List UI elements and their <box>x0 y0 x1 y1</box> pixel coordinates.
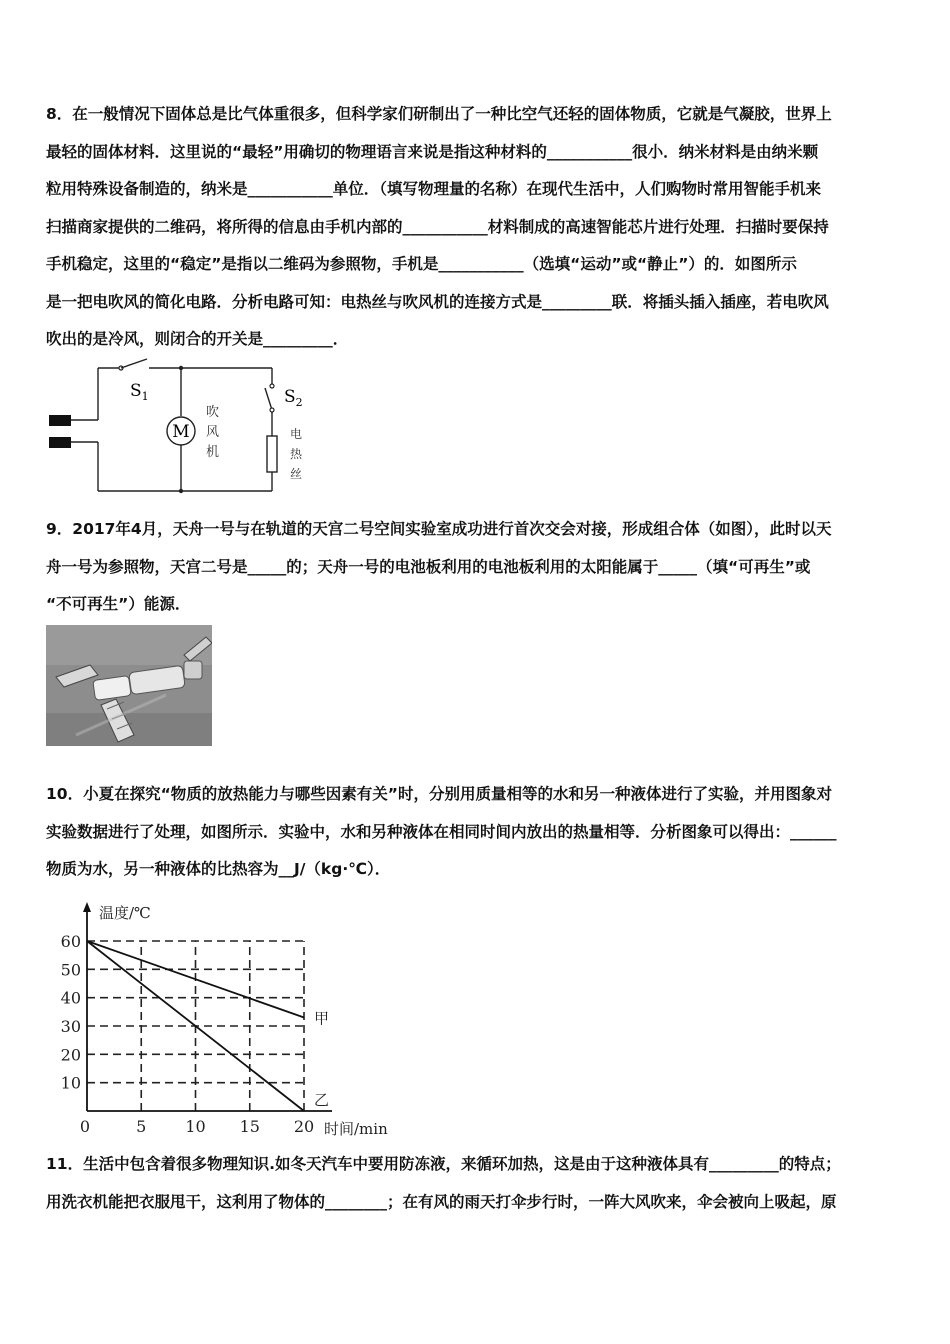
q8-line-7: 吹出的是冷风，则闭合的开关是_________． <box>46 330 349 348</box>
heater-label-3: 丝 <box>290 467 303 481</box>
switch-s1-label: $S_1$ <box>130 381 149 403</box>
y-tick-label-40: 40 <box>60 988 81 1008</box>
motor-letter: M <box>172 422 190 442</box>
x-tick-label-5: 5 <box>136 1117 147 1136</box>
heater-label-1: 电 <box>290 427 303 441</box>
question-10 <box>46 776 904 889</box>
q9-line-2: 舟一号为参照物，天宫二号是_____的；天舟一号的电池板利用的电池板利用的太阳能属于_____（填“可再生”或 <box>46 557 811 576</box>
y-tick-label-60: 60 <box>60 932 81 951</box>
y-tick-label-50: 50 <box>60 960 81 980</box>
q11-line-2: 用洗衣机能把衣服甩干，这利用了物体的________；在有风的雨天打伞步行时，一阵大风吹来，伞会被向上吸起，原 <box>46 1192 837 1211</box>
q8-line-4: 扫描商家提供的二维码，将所得的信息由手机内部的___________材料制成的高速智能芯片进行处理．扫描时要保持 <box>46 217 829 236</box>
q10-line-2: 实验数据进行了处理，如图所示．实验中，水和另种液体在相同时间内放出的热量相等．分析图象可以得出：______ <box>46 822 837 841</box>
spacecraft-docking-photo <box>46 625 212 746</box>
y-tick-label-20: 20 <box>60 1045 81 1065</box>
hair-dryer-circuit-diagram <box>44 358 314 498</box>
plug-prong-top <box>49 415 71 426</box>
switch-s2-pivot <box>270 408 274 412</box>
heater-resistor <box>267 436 277 472</box>
y-axis-label: 温度/℃ <box>99 904 151 922</box>
motor-label-3: 机 <box>206 445 220 460</box>
q9-line-3: “不可再生”）能源． <box>46 595 191 613</box>
question-8 <box>46 96 904 359</box>
x-tick-label-10: 10 <box>185 1117 206 1136</box>
y-tick-label-30: 30 <box>60 1017 81 1036</box>
series-label-1: 甲 <box>314 1009 330 1028</box>
q8-line-1: 8．在一般情况下固体总是比气体重很多，但科学家们研制出了一种比空气还轻的固体物质，它就是气凝胶，世界上 <box>46 105 832 123</box>
q8-line-3: 粒用特殊设备制造的，纳米是___________单位．（填写物理量的名称）在现代生活中，人们购物时常用智能手机来 <box>46 180 822 198</box>
q8-line-2: 最轻的固体材料．这里说的“最轻”用确切的物理语言来说是指这种材料的___________很小．纳米材料是由纳米颗 <box>46 142 819 161</box>
q8-line-5: 手机稳定，这里的“稳定”是指以二维码为参照物，手机是___________（选填“运动”或“静止”）的．如图所示 <box>46 255 797 273</box>
motor-label-1: 吹 <box>206 405 220 420</box>
switch-s2-label: $S_2$ <box>284 387 303 409</box>
x-tick-label-0: 0 <box>79 1117 91 1136</box>
motor-label-2: 风 <box>206 425 220 440</box>
question-11 <box>46 1146 904 1221</box>
temperature-time-chart <box>52 898 412 1138</box>
x-tick-label-20: 20 <box>293 1117 315 1136</box>
switch-s2-blade <box>265 388 272 410</box>
switch-s1-blade <box>121 359 147 368</box>
q8-line-6: 是一把电吹风的简化电路．分析电路可知：电热丝与吹风机的连接方式是_________联．将插头插入插座，若电吹风 <box>46 292 829 311</box>
y-axis-arrow <box>83 902 91 912</box>
series-label-2: 乙 <box>314 1091 330 1109</box>
q10-line-1: 10．小夏在探究“物质的放热能力与哪些因素有关”时，分别用质量相等的水和另一种液体进行了实验，并用图象对 <box>46 785 832 803</box>
q9-line-1: 9．2017年4月，天舟一号与在轨道的天宫二号空间实验室成功进行首次交会对接，形成组合体（如图），此时以天 <box>46 520 832 538</box>
y-tick-label-10: 10 <box>60 1073 81 1093</box>
question-9 <box>46 511 904 624</box>
x-tick-label-15: 15 <box>239 1117 260 1136</box>
heater-label-2: 热 <box>290 447 303 461</box>
x-axis-label: 时间/min <box>324 1120 388 1138</box>
plug-prong-bottom <box>49 437 71 448</box>
q11-line-1: 11．生活中包含着很多物理知识.如冬天汽车中要用防冻液，来循环加热，这是由于这种液体具有_________的特点； <box>46 1155 841 1173</box>
q10-line-3: 物质为水，另一种液体的比热容为__J/（kg·℃）． <box>46 860 391 878</box>
